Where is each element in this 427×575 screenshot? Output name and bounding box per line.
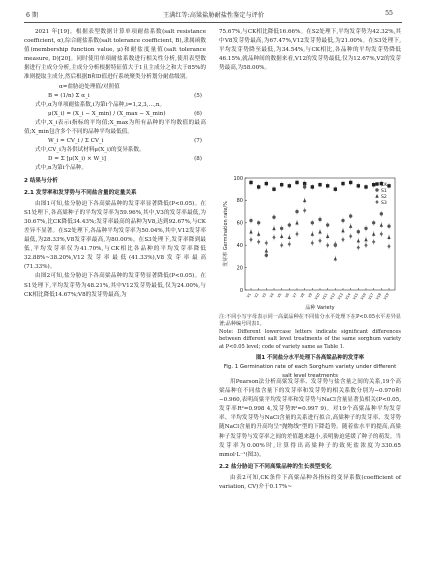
data-point (295, 181, 298, 184)
data-point (249, 219, 252, 222)
paragraph: 式中,CV_i为各供试材料μ(X_i)的变异系数。 (35, 147, 145, 154)
data-point (372, 183, 375, 186)
chart-marks (249, 179, 390, 261)
data-point (326, 223, 329, 226)
paragraph: 式中,n为第i个品种。 (35, 165, 87, 172)
x-tick-label: V9 (307, 292, 314, 299)
data-point (387, 244, 390, 248)
data-point (364, 227, 367, 230)
data-point (387, 235, 390, 239)
x-tick-label: V12 (329, 292, 337, 301)
x-tick-label: V13 (336, 292, 344, 301)
figure-caption-block (219, 314, 401, 381)
page-header (0, 7, 427, 21)
data-point (272, 235, 275, 239)
x-tick-label: V16 (359, 292, 367, 301)
data-point (303, 185, 306, 188)
x-tick-label: V8 (299, 292, 306, 299)
data-point (295, 210, 298, 213)
paragraph: 75.67%,与CK相比降低16.66%。在S2处理下,平均发芽势为42.32%,其中V8发芽势最高,为67.47%,V12发芽势最低,为21.00%。在S3处理下,平均发芽势降至最低,为34.54%,与CK相比,各品种的平均发芽势降低46.15%,就品种间的数据来看,V12的发芽势最低,仅为12.67%,V2的发芽势最高,为58.00%。 (219, 29, 401, 72)
data-point (372, 221, 375, 224)
data-point (349, 214, 352, 217)
data-point (387, 224, 390, 227)
legend-marker (375, 194, 378, 198)
x-tick-label: V1 (246, 292, 252, 299)
data-point (288, 223, 291, 226)
data-point (280, 227, 283, 230)
x-tick-label: V19 (382, 292, 390, 301)
data-point (311, 185, 314, 188)
data-point (295, 221, 298, 225)
x-tick-label: V3 (261, 292, 268, 299)
legend-label: S1 (381, 188, 387, 194)
data-point (272, 188, 275, 191)
data-point (257, 232, 260, 236)
formula: B = (1/n) Σ α_i (48, 92, 90, 99)
data-point (288, 235, 291, 239)
y-axis-label: 发芽率 Germination rate/% (223, 201, 229, 267)
data-point (380, 223, 383, 227)
data-point (372, 232, 375, 236)
data-point (311, 221, 314, 224)
data-point (349, 224, 352, 228)
data-point (341, 219, 344, 222)
data-point (303, 208, 306, 212)
data-point (364, 243, 367, 247)
x-tick-label: V6 (284, 292, 291, 299)
header-rule (24, 22, 402, 23)
legend-marker (375, 182, 378, 185)
figure-title-en: Fig. 1 Germination rate of each Sorghum variety under different salt level treatments (223, 364, 397, 380)
data-point (249, 238, 252, 242)
x-tick-label: V11 (321, 292, 329, 301)
data-point (326, 184, 329, 187)
paragraph: 式中,α为单项耐盐系数,i为第i个品种,i=1,2,3,…,n。 (35, 101, 166, 108)
formula: W_i = CV_i / Σ CV_i (48, 138, 104, 145)
equation-number: (7) (194, 138, 202, 145)
x-tick-label: V7 (292, 292, 298, 299)
formula-row (24, 155, 206, 164)
data-point (364, 238, 367, 242)
data-point (280, 243, 283, 247)
data-point (387, 184, 390, 187)
y-tick-label: 100 (233, 175, 243, 182)
formula-row (24, 92, 206, 101)
data-point (349, 234, 352, 238)
data-point (318, 218, 321, 221)
figure-title-cn: 图1 不同盐分水平处理下各高粱品种的发芽率 (255, 355, 365, 362)
x-tick-label: V17 (367, 292, 375, 301)
x-tick-label: V2 (253, 292, 260, 299)
data-point (265, 254, 268, 257)
data-point (318, 239, 321, 243)
data-point (349, 181, 352, 184)
data-point (272, 226, 275, 230)
subsection-heading: 2.1 发芽率和发芽势与不同盐含量的定量关系 (24, 189, 137, 196)
data-point (341, 182, 344, 185)
figure-note-en: Note: Different lowercase letters indicate significant differences between different salt level treatments of the same sorghum variety at P<0.05 level; code of variety same as Table 1. (219, 328, 401, 350)
data-point (318, 183, 321, 186)
equation-number: (8) (194, 156, 202, 163)
legend-marker (375, 200, 378, 204)
formula: α=盐胁迫处理值/对照值 (59, 83, 120, 90)
data-point (265, 182, 268, 185)
data-point (280, 234, 283, 238)
data-point (295, 232, 298, 236)
subsection-heading: 2.2 盐分胁迫下不同高粱品种的生长表型变化 (219, 463, 332, 470)
paragraph: 由图1可知,盐分胁迫下各高粱品种的发芽率显著降低(P<0.05)。在S1处理下,各高粱种子的平均发芽率为59.96%,其中,V3的发芽率最低,为30.67%,比CK降低34.43%;发芽率最高的品种为V8,达到92.67%,与CK差异不显著。在S2处理下,各品种平均发芽率为50.04%,其中,V12发芽率最低,为28.33%,V8发芽率最高,为80.00%。在S3处理下,发芽率降到最低,平均发芽率仅为41.70%,与CK相比各品种的平均发芽率降低32.88%~38.20%,V12发芽率最低(41.33%),V8发芽率最高(71.33%)。 (24, 200, 206, 271)
data-point (311, 241, 314, 245)
x-tick-label: V14 (344, 292, 352, 301)
x-tick-label: V10 (313, 292, 321, 301)
figure-note: 注:不同小写字母表示同一高粱品种在不同盐分水平处理下在P<0.05水平差异显著;品种编号同表1。 (219, 314, 401, 328)
y-tick-label: 40 (236, 243, 243, 249)
x-tick-label: V5 (276, 292, 283, 299)
y-tick-label: 80 (236, 198, 243, 205)
page-number-right: 55 (385, 10, 393, 17)
formula: D = Σ [μ(X_i) × W_i] (48, 156, 106, 163)
right-column-bottom (219, 378, 401, 492)
legend-label: CK (381, 182, 388, 188)
formula-row (24, 137, 206, 146)
data-point (357, 184, 360, 187)
data-point (288, 184, 291, 187)
formula: μ(X_i) = (X_i − X_min) / (X_max − X_min) (48, 110, 166, 117)
data-point (341, 238, 344, 242)
y-tick-label: 0 (239, 287, 243, 294)
x-axis-label: 品种 Variety (305, 305, 335, 311)
paragraph: 用Pearson法分析高粱发芽率、发芽势与盐含量之间的关系,19个高粱品种在不同盐含量下的发芽率和发芽势的相关系数分别为−0.970和−0.960,表明高粱平均发芽率和发芽势与NaCl含量显著负相关(P<0.05,发芽率R²=0.998 4,发芽势R²=0.997 9)。对19个高粱品种平均发芽率、平均发芽势与NaCl含量的关系进行拟合,高粱种子的发芽率、发芽势随NaCl含量的升高均呈"抛物线"型的下降趋势。随着盐水平的提高,高粱种子发芽势与发芽率之间的差值越来越小,表明胁迫延缓了种子的萌发。当发芽率为0.00%时,计算得出高粱种子的致死盐浓度为330.65 mmol·L⁻¹(图3)。 (219, 379, 401, 458)
paragraph: 由表2可知,CK条件下高粱品种各指标的变异系数(coefficient of variation, CV)介于0.17%~ (219, 474, 401, 491)
data-point (288, 242, 291, 246)
data-point (265, 249, 268, 253)
data-point (334, 188, 337, 191)
running-title: 王满红等:高粱盐胁耐盐性鉴定与评价 (162, 12, 265, 19)
data-point (257, 221, 260, 224)
data-point (265, 241, 268, 245)
data-point (257, 185, 260, 188)
legend-label: S2 (381, 194, 387, 200)
x-tick-label: V18 (375, 292, 383, 301)
data-point (357, 245, 360, 249)
data-point (311, 232, 314, 236)
data-point (364, 185, 367, 188)
germination-scatter-chart (219, 172, 401, 312)
paragraph: 2021 年[19]。根据表型数据计算单项耐盐系数(salt resistance coefficient, α),综合耐盐系数(salt tolerance coefficient, B),隶属函数值(membership function value, μ)和耐盐度量值(salt tolerance measure, D)[20]。同时使用单项耐盐系数进行相关性分析,使用表型数据进行主成分分析,主成分分析根据特征值大于1且主成分之和大于85%的准则提取主成分,然后根据B和D值进行系统聚类分析划分耐盐级别。 (24, 29, 206, 81)
formula-row (24, 110, 206, 119)
data-point (249, 230, 252, 234)
legend-label: S3 (381, 200, 387, 206)
x-tick-label: V4 (269, 292, 275, 299)
left-column (24, 28, 206, 300)
right-column-top (219, 28, 401, 73)
data-point (257, 240, 260, 244)
legend-marker (375, 188, 378, 191)
data-point (303, 198, 306, 202)
equation-number: (6) (194, 110, 202, 117)
data-point (318, 230, 321, 234)
data-point (380, 232, 383, 236)
equation-number: (5) (194, 92, 202, 99)
data-point (334, 257, 337, 261)
chart-legend (375, 182, 388, 206)
paragraph: 由图2可知,盐分胁迫下各高粱品种的发芽势显著降低(P<0.05)。在S1处理下,平均发芽势为48.21%,其中V12发芽势最低,仅为24.00%,与CK相比降低14.67%;V8的发芽势最高,为 (24, 273, 206, 298)
data-point (341, 229, 344, 233)
data-point (326, 243, 329, 247)
y-tick-label: 60 (236, 220, 243, 227)
data-point (272, 216, 275, 219)
data-point (380, 212, 383, 215)
data-point (326, 234, 329, 238)
paragraph: 式中,X_i表示i指标的平均值;X_max为所有品种的平均数值的最高值;X_min包含多个不同的品种平均最低值。 (24, 119, 206, 136)
chart-axes (222, 176, 395, 311)
section-heading: 2 结果与分析 (24, 177, 58, 184)
data-point (357, 239, 360, 243)
x-tick-label: V15 (352, 292, 360, 301)
data-point (357, 230, 360, 233)
data-point (372, 240, 375, 244)
page-number-left: 6 期 (26, 12, 39, 19)
y-tick-label: 20 (236, 265, 243, 272)
data-point (280, 183, 283, 186)
data-point (249, 181, 252, 184)
